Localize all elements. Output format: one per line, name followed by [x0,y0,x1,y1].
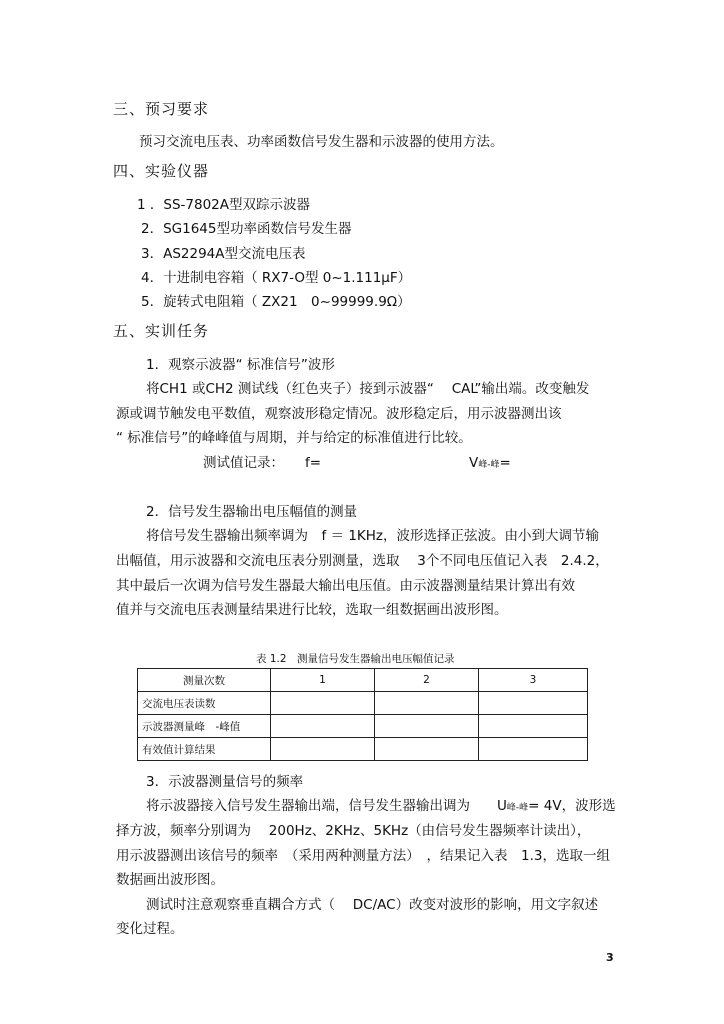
table-cell [479,692,588,715]
table-row [138,738,588,761]
task-3-line-3: 用示波器测出该信号的频率 （采用两种测量方法） ，结果记入表 1.3，选取一组 [116,848,610,864]
task-3-title: 3．示波器测量信号的频率 [146,774,304,790]
table-row [138,715,588,738]
record-v-symbol: V [469,455,479,471]
page-number: 3 [606,951,614,964]
instrument-item-1: 1 ．SS-7802A型双踪示波器 [137,197,310,213]
table-cell [375,715,479,738]
instrument-item-3: 3．AS2294A型交流电压表 [141,246,306,262]
task-3-line-1-rest: = 4V，波形选 [528,798,616,814]
table-caption: 表 1.2 测量信号发生器输出电压幅值记录 [256,653,455,665]
record-f-label: f= [305,455,322,471]
record-label: 测试值记录： [203,455,284,471]
task-3-line-1-text: 将示波器接入信号发生器输出端，信号发生器输出调为 U [146,798,507,814]
task-3-line-1-subscript: 峰-峰 [506,803,529,813]
section-5-heading: 五、实训任务 [113,322,210,340]
task-2-title: 2．信号发生器输出电压幅值的测量 [146,504,358,520]
record-v-label [469,454,511,474]
table-cell [271,692,375,715]
table-header-cell: 测量次数 [138,669,271,692]
table-cell [271,738,375,761]
table-header-cell: 2 [375,669,479,692]
instrument-item-5: 5．旋转式电阻箱（ ZX21 0~99999.9Ω） [141,294,411,310]
task-1-line-3: “ 标准信号”的峰峰值与周期，并与给定的标准值进行比较。 [116,430,472,446]
task-1-line-1: 将CH1 或CH2 测试线（红色夹子）接到示波器“ CAL”输出端。改变触发 [146,381,590,397]
task-2-line-2: 出幅值，用示波器和交流电压表分别测量，选取 3个不同电压值记入表 2.4.2， [116,553,609,569]
task-2-line-1: 将信号发生器输出频率调为 f ＝ 1KHz，波形选择正弦波。由小到大调节输 [146,528,600,544]
instrument-item-4: 4．十进制电容箱（ RX7-O型 0~1.111μF） [141,270,412,286]
task-3-line-2: 择方波，频率分别调为 200Hz、2KHz、5KHz（由信号发生器频率计读出）， [116,823,591,839]
task-2-line-3: 其中最后一次调为信号发生器最大输出电压值。由示波器测量结果计算出有效 [116,578,575,594]
section-4-heading: 四、实验仪器 [113,162,210,180]
table-cell [479,715,588,738]
task-3-line-4: 数据画出波形图。 [116,872,224,888]
table-row-label: 交流电压表读数 [138,692,271,715]
table-row-label: 示波器测量峰 -峰值 [138,715,271,738]
task-1-title: 1．观察示波器“ 标准信号”波形 [146,357,335,373]
table-header-cell: 3 [479,669,588,692]
table-header-row [138,669,588,692]
task-3-note-line-1: 测试时注意观察垂直耦合方式（ DC/AC）改变对波形的影响，用文字叙述 [146,897,599,913]
table-cell [375,738,479,761]
section-3-heading: 三、预习要求 [113,100,210,118]
measurement-table [137,668,588,761]
table-cell [271,715,375,738]
record-v-subscript: 峰-峰 [478,460,500,470]
task-2-line-4: 值并与交流电压表测量结果进行比较，选取一组数据画出波形图。 [116,602,508,618]
table-cell [375,692,479,715]
task-3-line-1 [146,797,616,817]
table-header-cell: 1 [271,669,375,692]
table-cell [479,738,588,761]
table-row-label: 有效值计算结果 [138,738,271,761]
instrument-item-2: 2．SG1645型功率函数信号发生器 [141,221,352,237]
task-1-line-2: 源或调节触发电平数值，观察波形稳定情况。波形稳定后，用示波器测出该 [116,406,562,422]
task-3-note-line-2: 变化过程。 [116,921,184,937]
section-3-body: 预习交流电压表、功率函数信号发生器和示波器的使用方法。 [139,134,504,150]
table-row [138,692,588,715]
record-v-equals: = [499,455,511,471]
